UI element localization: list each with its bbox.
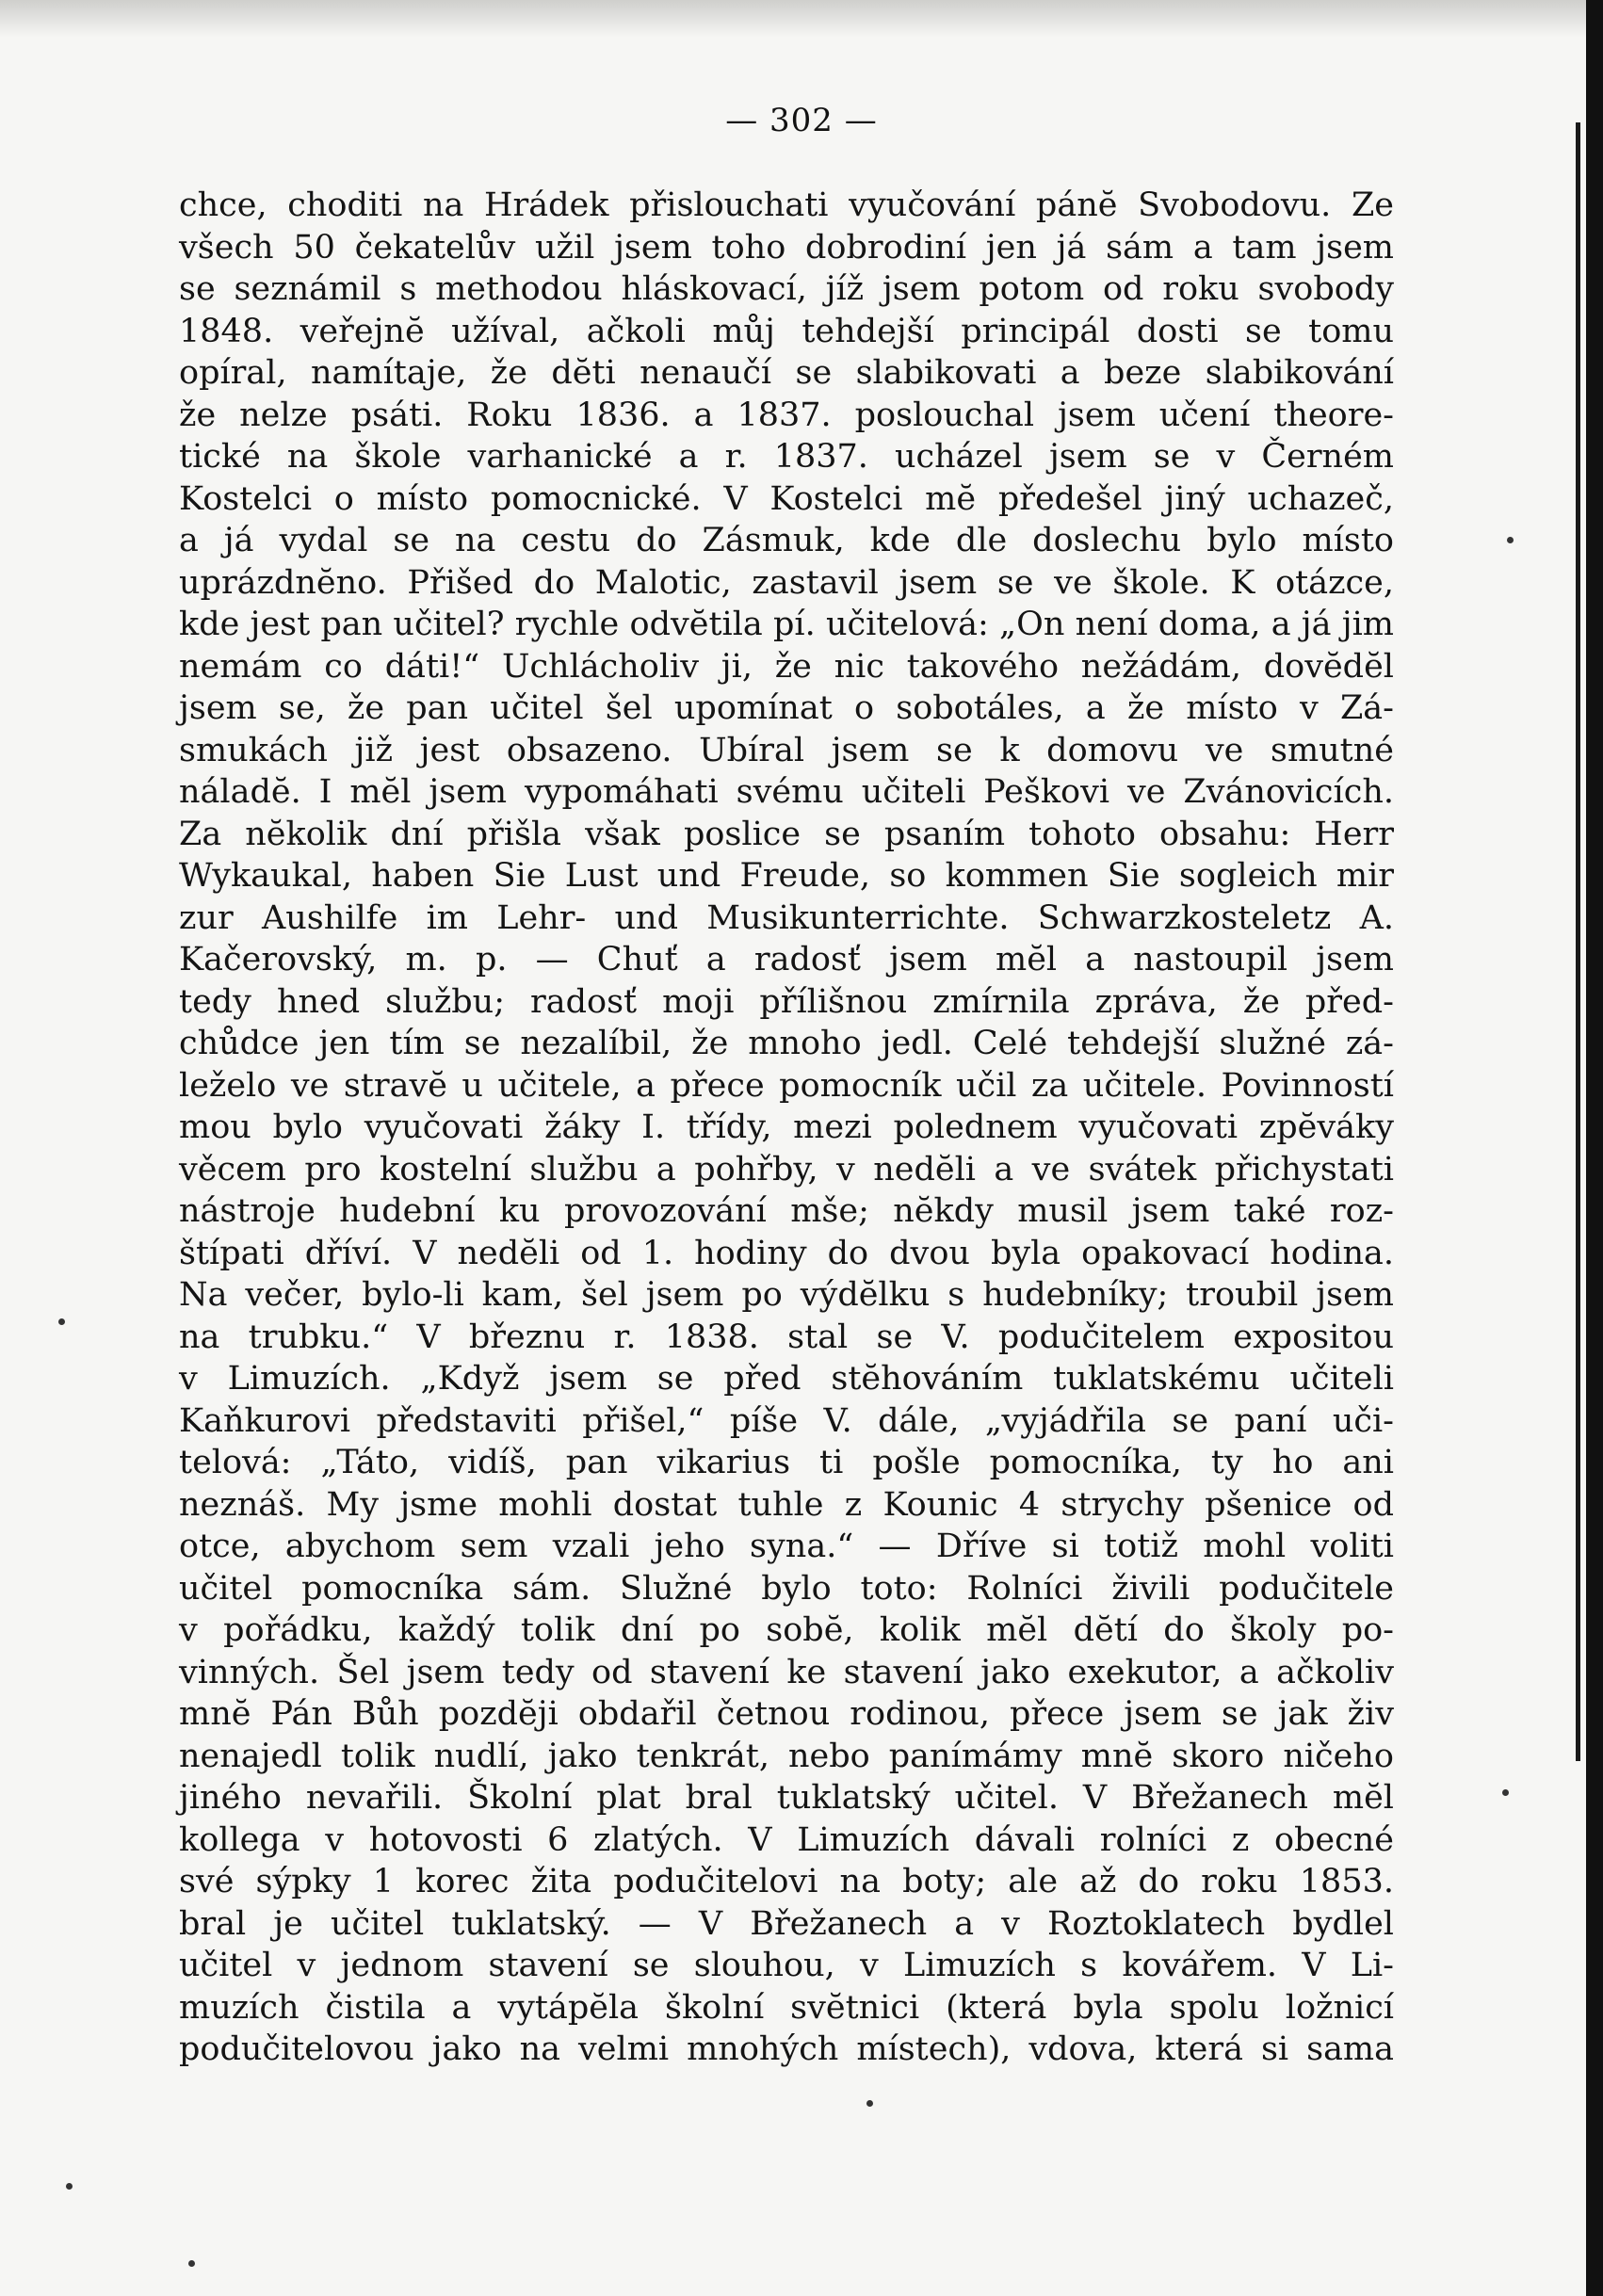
text-line: 1848. veřejnĕ užíval, ačkoli můj tehdejší principál dosti se tomu xyxy=(179,312,1394,350)
page-top-shadow xyxy=(0,0,1603,38)
text-line: kde jest pan učitel? rychle odvĕtila pí. učitelová: „On není doma, a já jim xyxy=(179,606,1394,643)
page-binding-line xyxy=(1576,122,1580,1761)
text-line: že nelze psáti. Roku 1836. a 1837. poslouchal jsem učení theore- xyxy=(179,396,1394,434)
text-line: na trubku.“ V březnu r. 1838. stal se V. podučitelem expositou xyxy=(179,1318,1394,1356)
text-line: Wykaukal, haben Sie Lust und Freude, so kommen Sie sogleich mir xyxy=(179,857,1394,895)
page-binding-edge xyxy=(1586,0,1603,2296)
text-line: telová: „Táto, vidíš, pan vikarius ti pošle pomocníka, ty ho ani xyxy=(179,1444,1394,1481)
text-line: kollega v hotovosti 6 zlatých. V Limuzích dávali rolníci z obecné xyxy=(179,1820,1394,1859)
text-line: podučitelovou jako na velmi mnohých místech), vdova, která si sama xyxy=(179,2030,1394,2068)
text-line: tické na škole varhanické a r. 1837. ucházel jsem se v Černém xyxy=(179,438,1394,476)
text-line: leželo ve stravĕ u učitele, a přece pomocník učil za učitele. Povinností xyxy=(179,1066,1394,1105)
paper-speck xyxy=(1507,537,1514,543)
body-text xyxy=(179,185,1394,2071)
text-line: otce, abychom sem vzali jeho syna.“ — Dříve si totiž mohl voliti xyxy=(179,1528,1394,1565)
text-line: chůdce jen tím se nezalíbil, že mnoho jedl. Celé tehdejší služné zá- xyxy=(179,1025,1394,1062)
text-line: vinných. Šel jsem tedy od stavení ke stavení jako exekutor, a ačkoliv xyxy=(179,1653,1394,1691)
text-line: učitel v jednom stavení se slouhou, v Limuzích s kovářem. V Li- xyxy=(179,1947,1394,1984)
paper-speck xyxy=(1502,1789,1509,1796)
text-line: své sýpky 1 korec žita podučitelovi na boty; ale až do roku 1853. xyxy=(179,1863,1394,1900)
text-line: náladĕ. I mĕl jsem vypomáhati svému učiteli Peškovi ve Zvánovicích. xyxy=(179,773,1394,811)
paper-speck xyxy=(58,1318,65,1325)
text-line: chce, choditi na Hrádek přislouchati vyučování pánĕ Svobodovu. Ze xyxy=(179,186,1394,224)
text-line: mnĕ Pán Bůh pozdĕji obdařil četnou rodinou, přece jsem se jak živ xyxy=(179,1695,1394,1733)
text-line: učitel pomocníka sám. Služné bylo toto: Rolníci živili podučitele xyxy=(179,1569,1394,1608)
text-line: Za nĕkolik dní přišla však poslice se psaním tohoto obsahu: Herr xyxy=(179,815,1394,853)
text-line: mou bylo vyučovati žáky I. třídy, mezi polednem vyučovati zpĕváky xyxy=(179,1108,1394,1146)
text-line: nemám co dáti!“ Uchlácholiv ji, že nic takového nežádám, dovĕdĕl xyxy=(179,647,1394,686)
text-line: jiného nevařili. Školní plat bral tuklatský učitel. V Břežanech mĕl xyxy=(179,1779,1394,1817)
text-line: opíral, namítaje, že dĕti nenaučí se slabikovati a beze slabikování xyxy=(179,354,1394,392)
text-line: bral je učitel tuklatský. — V Břežanech a v Roztoklatech bydlel xyxy=(179,1904,1394,1943)
text-line: věcem pro kostelní službu a pohřby, v nedĕli a ve svátek přichystati xyxy=(179,1150,1394,1188)
text-line: zur Aushilfe im Lehr- und Musikunterrichte. Schwarzkosteletz A. xyxy=(179,898,1394,937)
text-line: nenajedl tolik nudlí, jako tenkrát, nebo panímámy mnĕ skoro ničeho xyxy=(179,1737,1394,1775)
text-line: uprázdnĕno. Přišed do Malotic, zastavil jsem se ve škole. K otázce, xyxy=(179,563,1394,602)
text-line: muzích čistila a vytápĕla školní svĕtnici (která byla spolu ložnicí xyxy=(179,1988,1394,2027)
text-line: v pořádku, každý tolik dní po sobĕ, kolik mĕl dĕtí do školy po- xyxy=(179,1611,1394,1649)
text-line: Na večer, bylo-li kam, šel jsem po výdĕlku s hudebníky; troubil jsem xyxy=(179,1276,1394,1314)
text-line: smukách již jest obsazeno. Ubíral jsem se k domovu ve smutné xyxy=(179,731,1394,769)
page-number: — 302 — xyxy=(725,102,878,139)
text-line: tedy hned službu; radosť moji přílišnou zmírnila zpráva, že před- xyxy=(179,982,1394,1021)
paper-speck xyxy=(866,2100,873,2107)
text-line: se seznámil s methodou hláskovací, jíž jsem potom od roku svobody xyxy=(179,270,1394,308)
text-line: Kačerovský, m. p. — Chuť a radosť jsem mĕl a nastoupil jsem xyxy=(179,941,1394,978)
text-line: neznáš. My jsme mohli dostat tuhle z Kounic 4 strychy pšenice od xyxy=(179,1485,1394,1524)
text-line: a já vydal se na cestu do Zásmuk, kde dle doslechu bylo místo xyxy=(179,522,1394,559)
paper-speck xyxy=(188,2260,195,2267)
text-line: v Limuzích. „Když jsem se před stĕhováním tuklatskému učiteli xyxy=(179,1360,1394,1398)
text-line: nástroje hudební ku provozování mše; nĕkdy musil jsem také roz- xyxy=(179,1192,1394,1230)
paper-speck xyxy=(66,2183,73,2190)
text-line: Kostelci o místo pomocnické. V Kostelci mĕ předešel jiný uchazeč, xyxy=(179,479,1394,518)
text-line: jsem se, že pan učitel šel upomínat o sobotáles, a že místo v Zá- xyxy=(179,689,1394,727)
text-line: štípati dříví. V nedĕli od 1. hodiny do dvou byla opakovací hodina. xyxy=(179,1234,1394,1272)
text-line: Kaňkurovi představiti přišel,“ píše V. dále, „vyjádřila se paní uči- xyxy=(179,1401,1394,1440)
text-line: všech 50 čekatelův užil jsem toho dobrodiní jen já sám a tam jsem xyxy=(179,228,1394,267)
